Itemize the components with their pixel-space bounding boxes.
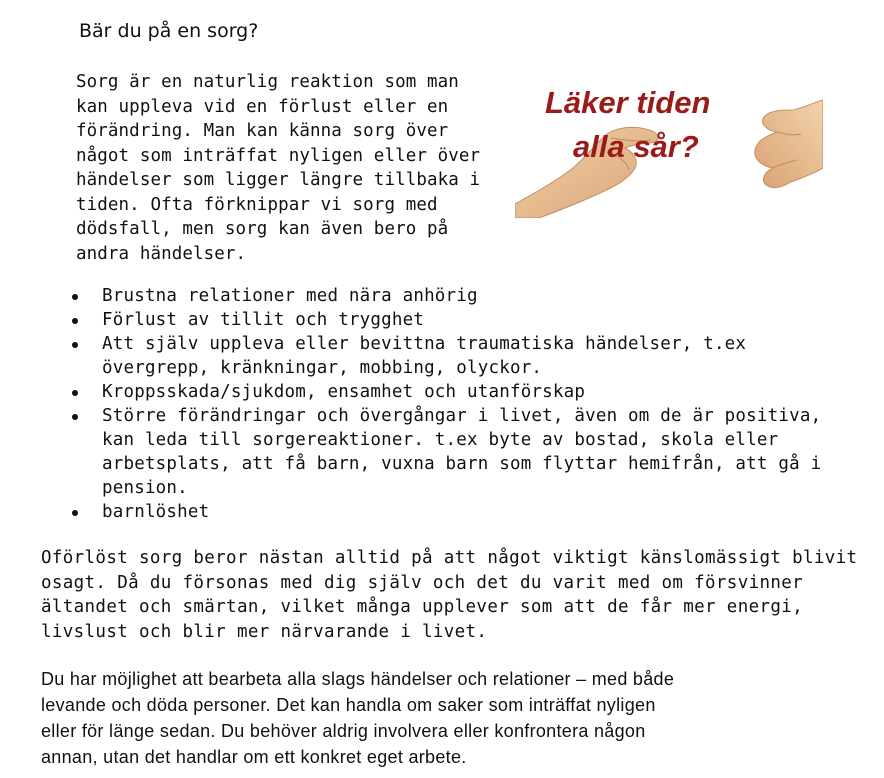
paragraph-line: eller för länge sedan. Du behöver aldrig involvera eller konfrontera någon xyxy=(41,721,646,741)
paragraph-line: ältandet och smärtan, vilket många upplever som att de får mer energi, xyxy=(41,597,804,617)
right-hand-shape xyxy=(755,100,823,188)
bullet-icon xyxy=(72,294,78,300)
list-item-text: barnlöshet xyxy=(102,502,210,522)
intro-line: kan uppleva vid en förlust eller en xyxy=(76,96,449,117)
bullet-list xyxy=(60,284,860,524)
list-item-text: övergrepp, kränkningar, mobbing, olyckor. xyxy=(102,358,543,378)
paragraph-line: Du har möjlighet att bearbeta alla slags händelser och relationer – med både xyxy=(41,669,675,689)
intro-line: andra händelser. xyxy=(76,243,247,264)
paragraph-line: Oförlöst sorg beror nästan alltid på att något viktigt känslomässigt blivit xyxy=(41,548,858,568)
intro-line: förändring. Man kan känna sorg över xyxy=(76,121,449,141)
list-item-text: pension. xyxy=(102,478,188,498)
page-title: Bär du på en sorg? xyxy=(79,20,259,42)
intro-line: händelser som ligger längre tillbaka i xyxy=(76,170,481,190)
intro-line: dödsfall, men sorg kan även bero på xyxy=(76,219,449,239)
list-item xyxy=(60,332,860,380)
list-item-text: Brustna relationer med nära anhörig xyxy=(102,286,478,306)
list-item xyxy=(60,404,860,500)
banner-line-1: Läker tiden xyxy=(545,85,711,120)
list-item-text: Förlust av tillit och trygghet xyxy=(102,310,425,330)
bullet-icon xyxy=(72,318,78,324)
intro-line: tiden. Ofta förknippar vi sorg med xyxy=(76,194,438,215)
intro-line: Sorg är en naturlig reaktion som man xyxy=(76,72,459,92)
list-item xyxy=(60,380,860,404)
banner-image xyxy=(515,82,823,218)
list-item-text: Kroppsskada/sjukdom, ensamhet och utanförskap xyxy=(102,382,586,402)
unresolved-grief-paragraph xyxy=(41,546,871,644)
paragraph-line: livslust och blir mer närvarande i livet. xyxy=(41,621,488,642)
paragraph-line: levande och döda personer. Det kan handla om saker som inträffat nyligen xyxy=(41,695,656,715)
reaching-hands-illustration xyxy=(515,82,823,218)
paragraph-line: annan, utan det handlar om ett konkret eget arbete. xyxy=(41,747,467,767)
list-item xyxy=(60,284,860,308)
bullet-icon xyxy=(72,390,78,396)
list-item xyxy=(60,308,860,332)
process-paragraph xyxy=(41,666,871,770)
bullet-icon xyxy=(72,414,78,420)
list-item-text: Att själv uppleva eller bevittna traumatiska händelser, t.ex xyxy=(102,334,747,354)
list-item-text: Större förändringar och övergångar i livet, även om de är positiva, xyxy=(102,406,822,426)
banner-line-2: alla sår? xyxy=(573,129,699,164)
list-item xyxy=(60,500,860,524)
intro-line: något som inträffat nyligen eller över xyxy=(76,145,481,166)
list-item-text: kan leda till sorgereaktioner. t.ex byte av bostad, skola eller xyxy=(102,430,779,450)
bullet-icon xyxy=(72,510,78,516)
paragraph-line: osagt. Då du försonas med dig själv och det du varit med om försvinner xyxy=(41,572,804,593)
bullet-icon xyxy=(72,342,78,348)
list-item-text: arbetsplats, att få barn, vuxna barn som flyttar hemifrån, att gå i xyxy=(102,454,822,474)
intro-paragraph xyxy=(76,70,506,266)
